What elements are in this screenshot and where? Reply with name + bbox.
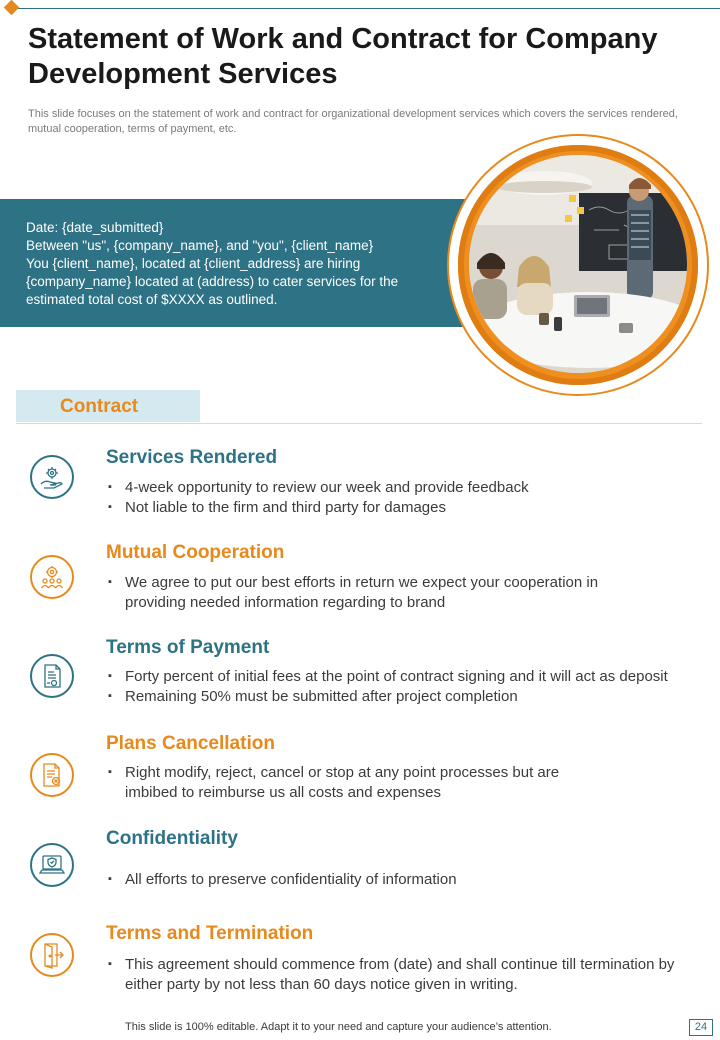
intro-line: {company_name} located at (address) to cater services for the	[26, 274, 399, 289]
intro-line: You {client_name}, located at {client_address} are hiring	[26, 256, 361, 271]
section-bullets-mutual-cooperation	[108, 573, 648, 612]
section-title-terms-and-termination: Terms and Termination	[106, 923, 314, 944]
contract-tab	[16, 390, 200, 422]
bullet-item: ▪ All efforts to preserve confidentiality of information	[108, 870, 708, 890]
section-title-services-rendered: Services Rendered	[106, 447, 278, 468]
bullet-item: ▪ This agreement should commence from (date) and shall continue till termination by either party by not less than 60 days notice given in writing.	[108, 955, 698, 994]
bullet-item: ▪ Remaining 50% must be submitted after project completion	[108, 687, 708, 707]
contract-label: Contract	[60, 396, 139, 417]
intro-line: estimated total cost of $XXXX as outlined.	[26, 292, 278, 307]
corner-diamond-icon	[4, 0, 20, 15]
intro-text	[26, 219, 446, 309]
secure-laptop-icon	[30, 843, 74, 887]
hand-gear-icon	[30, 455, 74, 499]
page-number: 24	[689, 1019, 713, 1036]
section-bullets-services-rendered	[108, 478, 708, 517]
intro-line: Date: {date_submitted}	[26, 220, 164, 235]
section-bullets-confidentiality	[108, 870, 708, 890]
invoice-icon	[30, 654, 74, 698]
section-title-mutual-cooperation: Mutual Cooperation	[106, 542, 285, 563]
footer-note: This slide is 100% editable. Adapt it to your need and capture your audience’s attention.	[125, 1021, 552, 1033]
section-title-confidentiality: Confidentiality	[106, 828, 238, 849]
bullet-item: ▪ Not liable to the firm and third party for damages	[108, 498, 708, 518]
intro-line: Between "us", {company_name}, and "you", {client_name}	[26, 238, 374, 253]
bullet-item: ▪ 4-week opportunity to review our week and provide feedback	[108, 478, 708, 498]
section-bullets-terms-of-payment	[108, 667, 708, 706]
bullet-item: ▪ Right modify, reject, cancel or stop at any point processes but are imbibed to reimburse us all costs and expenses	[108, 763, 608, 802]
bullet-item: ▪ Forty percent of initial fees at the point of contract signing and it will act as deposit	[108, 667, 708, 687]
bullet-item: ▪ We agree to put our best efforts in return we expect your cooperation in providing needed information regarding to brand	[108, 573, 648, 612]
photo-ring-inner	[458, 145, 698, 385]
page-subtitle: This slide focuses on the statement of work and contract for organizational development services which covers the services rendered, mutual cooperation, terms of payment, etc.	[28, 108, 678, 135]
cancel-document-icon	[30, 753, 74, 797]
exit-door-icon	[30, 933, 74, 977]
contract-divider	[16, 423, 702, 424]
section-bullets-terms-and-termination	[108, 955, 698, 994]
top-rule	[18, 8, 720, 9]
page-title: Statement of Work and Contract for Company Development Services	[28, 23, 658, 90]
team-gear-icon	[30, 555, 74, 599]
section-bullets-plans-cancellation	[108, 763, 608, 802]
section-title-plans-cancellation: Plans Cancellation	[106, 733, 275, 754]
section-title-terms-of-payment: Terms of Payment	[106, 637, 270, 658]
